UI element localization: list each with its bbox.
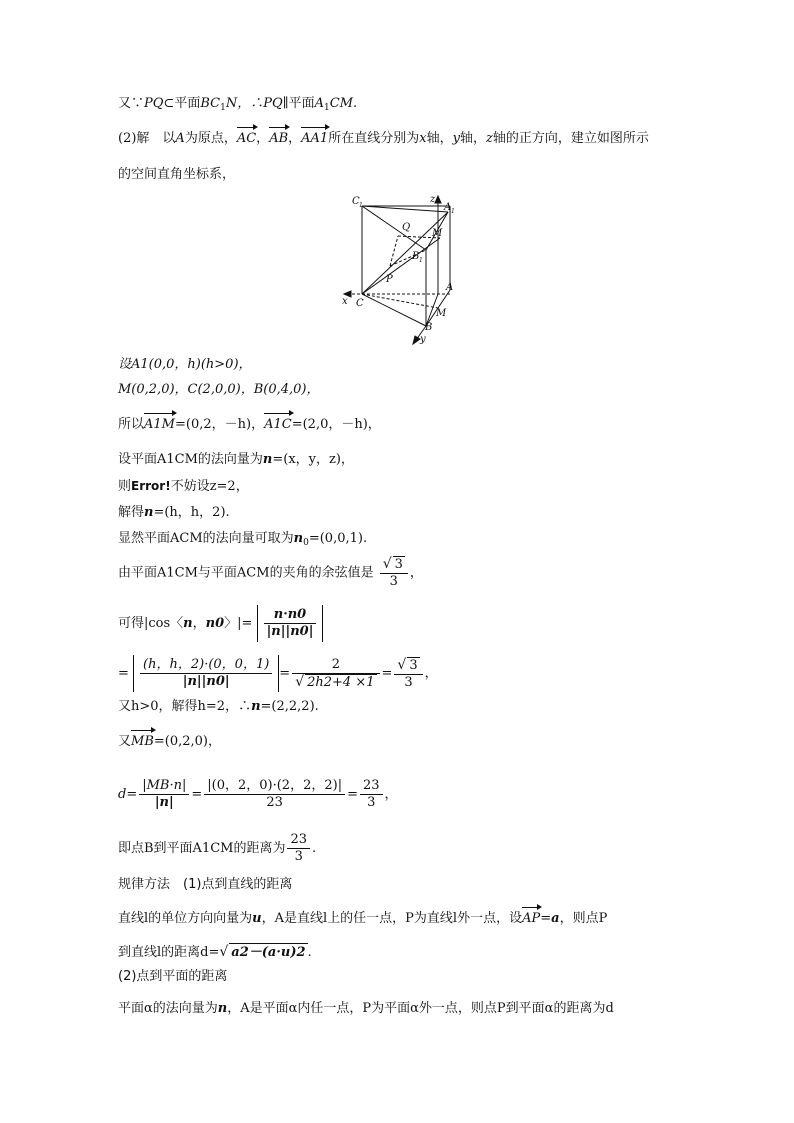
text: 显然平面ACM的法向量可取为 <box>118 531 294 546</box>
label-z: z <box>430 194 436 205</box>
text: N，∴ <box>225 96 264 111</box>
text: 轴的正方向，建立如图所示 <box>492 131 649 146</box>
text: 3 <box>367 795 376 810</box>
label-p: P <box>386 274 393 285</box>
fraction <box>139 778 189 811</box>
text-line-5: M(0,2,0)，C(2,0,0)，B(0,4,0)， <box>118 382 320 397</box>
label-x: x <box>342 296 348 307</box>
label-a1-sub: 1 <box>451 208 455 215</box>
text-line-17 <box>118 832 316 865</box>
label-c1: C <box>352 196 360 207</box>
vector-a1m: A1M <box>144 417 175 432</box>
text: =(0,0,1). <box>308 531 368 546</box>
text: PQ <box>263 96 283 111</box>
label-y: y <box>420 334 426 345</box>
text: . <box>307 945 312 960</box>
text: |n||n0| <box>182 674 230 689</box>
label-m1: M <box>432 228 443 239</box>
text-line-4: 设A1(0,0，h)(h>0)， <box>118 357 252 372</box>
text: 由平面A1CM与平面ACM的夹角的余弦值是 <box>118 565 374 581</box>
text: (h，h，2)·(0，0，1) <box>140 657 272 674</box>
label-b1: B <box>412 251 420 262</box>
text: n <box>293 531 304 546</box>
text: 3 <box>409 657 418 673</box>
vector-aa1: AA1 <box>301 131 329 146</box>
text: 2h2+4 ×1 <box>307 674 375 690</box>
text: 轴， <box>426 131 453 146</box>
text: 所在直线分别为 <box>328 131 420 146</box>
text: A <box>314 96 325 111</box>
text: ， <box>409 565 423 581</box>
text: |n||n0| <box>266 624 314 639</box>
text: = <box>540 911 552 926</box>
text-line-16 <box>118 778 398 811</box>
text: 为原点， <box>184 131 237 146</box>
text: 到直线l的距离d= <box>118 945 220 960</box>
text: 3 <box>389 574 398 589</box>
text: 3 <box>394 557 403 572</box>
text: 〉|= <box>224 616 253 631</box>
text: a <box>551 911 560 926</box>
text: = <box>279 666 291 681</box>
text: ， <box>384 787 398 802</box>
text: ，A是直线l上的任一点，P为直线l外一点，设 <box>261 911 523 926</box>
text: ⊂平面 <box>163 96 201 111</box>
text: n <box>144 505 154 520</box>
label-c1-sub: 1 <box>359 202 363 209</box>
text: = <box>191 787 203 802</box>
error-text: Error! <box>131 479 171 493</box>
text: =(0,2,0)， <box>153 734 222 749</box>
edge <box>362 206 426 250</box>
label-a: A <box>446 282 454 293</box>
vector-ap: AP <box>522 911 541 926</box>
text: n <box>251 699 261 714</box>
text-line-19 <box>118 910 607 928</box>
text: 1 <box>324 103 330 113</box>
text: =(h，h，2). <box>153 505 230 520</box>
text: . <box>312 841 317 856</box>
label-a1: A <box>444 202 452 213</box>
section-heading: 规律方法 (1)点到直线的距离 <box>118 877 293 892</box>
text: 设平面A1CM的法向量为 <box>118 452 263 467</box>
text: ， <box>288 131 302 146</box>
text-line-9 <box>118 504 230 522</box>
text: 23 <box>266 795 283 810</box>
text: 0 <box>303 538 309 548</box>
text: n·n0 <box>264 607 317 624</box>
label-b: B <box>425 322 433 333</box>
text: d= <box>118 787 138 802</box>
vector-ac: AC <box>236 131 257 146</box>
text: =(0,2，－h)， <box>175 417 265 432</box>
text: 3 <box>404 674 413 690</box>
text-line-15 <box>118 733 221 751</box>
edge <box>362 206 448 212</box>
vector-mb: MB <box>131 734 154 749</box>
label-m: M <box>436 308 447 319</box>
text: =(x，y，z)， <box>272 452 354 467</box>
y-arrow <box>413 336 420 344</box>
text: 2 <box>292 657 379 674</box>
text: = <box>347 787 358 802</box>
edge <box>362 238 440 294</box>
fraction <box>204 778 345 811</box>
text: 则 <box>118 479 132 494</box>
text: CM. <box>329 96 358 111</box>
text: n0 <box>205 616 225 631</box>
fraction <box>360 778 383 811</box>
text: z <box>485 131 493 146</box>
text: 1 <box>220 103 226 113</box>
label-c: C <box>356 298 364 309</box>
text: A <box>175 131 185 146</box>
text: ，A是平面α内任一点，P为平面α外一点，则点P到平面α的距离为d <box>227 1001 614 1016</box>
text-line-13 <box>118 655 438 692</box>
text: 即点B到平面A1CM的距离为 <box>118 841 286 856</box>
text: n <box>217 1001 228 1016</box>
text: ， <box>256 131 270 146</box>
text: 直线l的单位方向向量为 <box>118 911 253 926</box>
text: = <box>118 666 129 681</box>
fraction: $\frac{2}{√ 2h2+4 \times 1}$ <box>292 657 379 691</box>
text-line-14 <box>118 698 319 716</box>
text: x <box>419 131 427 146</box>
text: BC <box>200 96 221 111</box>
text: =(2,0，－h)， <box>291 417 381 432</box>
text: ， <box>192 616 206 631</box>
text: |n| <box>154 795 174 810</box>
text-line-1 <box>118 95 357 117</box>
text: y <box>452 131 460 146</box>
text-line-3: 的空间直角坐标系， <box>118 167 236 182</box>
text: |MB·n| <box>139 778 189 795</box>
text: 轴， <box>459 131 486 146</box>
text-line-10 <box>118 530 367 552</box>
text: =(2,2,2). <box>260 699 319 714</box>
text: n <box>183 616 193 631</box>
text: n <box>262 452 273 467</box>
text: 23 <box>360 778 383 795</box>
fraction: $\frac{√ 3}{3}$ <box>380 556 408 590</box>
text-line-2 <box>118 130 649 148</box>
text: ， <box>424 666 438 681</box>
text: 又 <box>118 734 132 749</box>
text: 解得 <box>118 505 145 520</box>
fraction <box>264 607 317 640</box>
text: 可得|cos〈 <box>118 616 184 631</box>
text: 3 <box>294 849 303 864</box>
text: 23 <box>287 832 310 849</box>
text: |(0，2，0)·(2，2，2)| <box>204 778 345 795</box>
text: = <box>381 666 393 681</box>
fraction: $\frac{√ 3}{3}$ <box>394 657 422 691</box>
text: u <box>252 911 262 926</box>
vector-ab: AB <box>269 131 289 146</box>
text-line-8 <box>118 477 249 496</box>
label-b1-sub: 1 <box>419 257 423 264</box>
text: ∥平面 <box>282 96 315 111</box>
text-line-6 <box>118 416 381 434</box>
label-q: Q <box>402 222 411 233</box>
text: 平面α的法向量为 <box>118 1001 218 1016</box>
prism-figure <box>330 190 470 350</box>
text: PQ <box>144 96 164 111</box>
text: ，则点P <box>559 911 608 926</box>
edge <box>362 294 438 308</box>
text: 又h>0，解得h=2，∴ <box>118 699 252 714</box>
text: a2－(a·u)2 <box>231 945 306 960</box>
text-line-12 <box>118 605 323 642</box>
text-line-20: 到直线l的距离d=√ a2－(a·u)2 . <box>118 944 312 960</box>
z-arrow <box>435 196 441 203</box>
text: 所以 <box>118 417 145 432</box>
fraction <box>140 657 272 690</box>
abs-value <box>257 605 324 642</box>
text: 又∵ <box>118 96 145 111</box>
fraction <box>287 832 310 865</box>
text: 不妨设z=2， <box>170 479 249 494</box>
abs-value <box>133 655 279 692</box>
text-line-7 <box>118 451 354 469</box>
vector-a1c: A1C <box>264 417 292 432</box>
edge <box>362 294 426 326</box>
text-line-22 <box>118 1000 614 1018</box>
text-line-11 <box>118 556 423 590</box>
section-heading: (2)点到平面的距离 <box>118 969 228 984</box>
text: (2)解 以 <box>118 131 176 146</box>
